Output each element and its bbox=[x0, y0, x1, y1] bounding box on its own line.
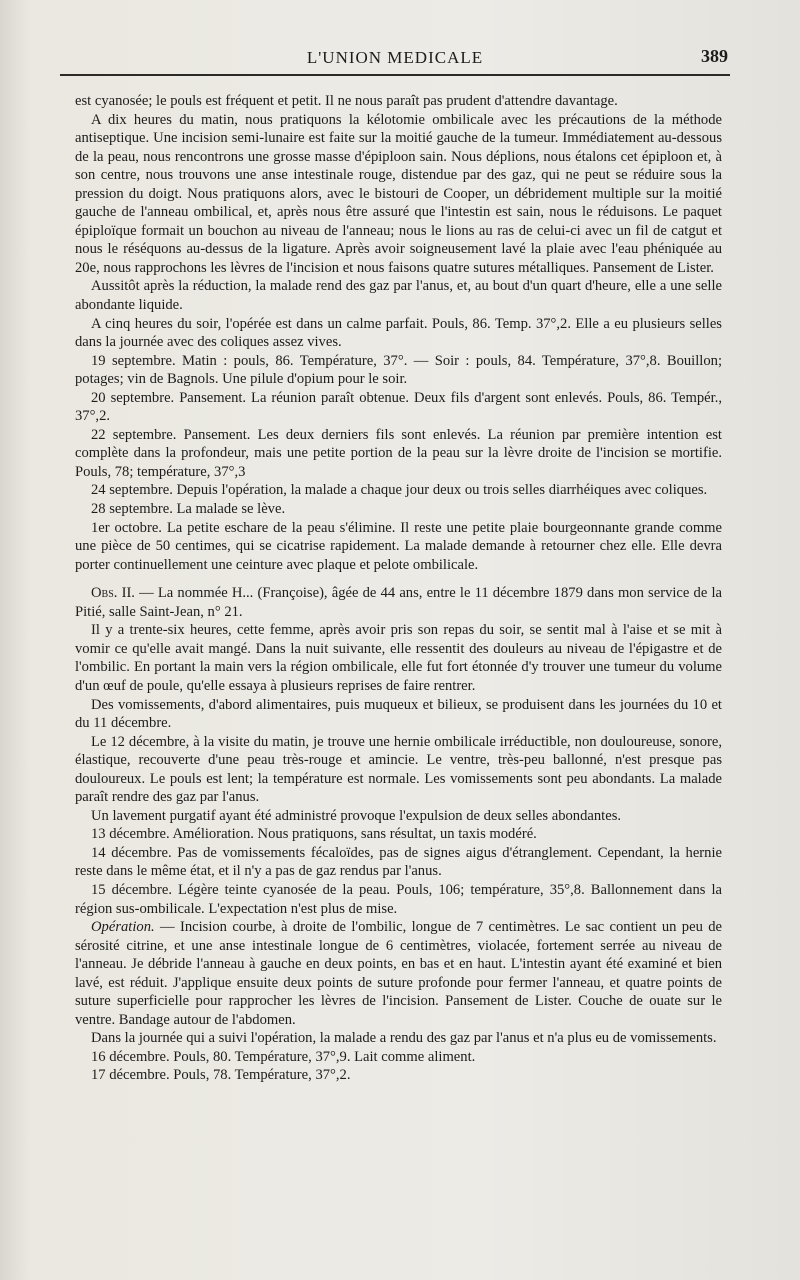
paragraph: Dans la journée qui a suivi l'opération, la malade a rendu des gaz par l'anus et n'a plus eu de vomissements. bbox=[91, 1030, 717, 1047]
paragraph: 28 septembre. La malade se lève. bbox=[91, 501, 286, 518]
paragraph: 24 septembre. Depuis l'opération, la malade a chaque jour deux ou trois selles diarrhéiques avec coliques. bbox=[91, 482, 708, 499]
paragraph: est cyanosée; le pouls est fréquent et petit. Il ne nous paraît pas prudent d'attendre davantage. bbox=[75, 93, 618, 109]
paragraph: 20 septembre. Pansement. La réunion paraît obtenue. Deux fils d'argent sont enlevés. Pouls, 86. Tempér., 37°,2. bbox=[75, 389, 722, 425]
operation-label: Opération. bbox=[91, 919, 155, 936]
page-body bbox=[75, 92, 722, 1085]
observation-label: Obs. II. bbox=[91, 585, 135, 602]
paragraph: 19 septembre. Matin : pouls, 86. Température, 37°. — Soir : pouls, 84. Température, 37°,8. Bouillon; potages; vin de Bagnols. Une pilule d'opium pour le soir. bbox=[75, 352, 722, 388]
operation-paragraph bbox=[75, 918, 722, 1029]
running-title: L'UNION MEDICALE bbox=[306, 48, 484, 67]
page-number: 389 bbox=[701, 46, 728, 66]
paragraph: A dix heures du matin, nous pratiquons la kélotomie ombilicale avec les précautions de la méthode antiseptique. Une incision semi-lunaire est faite sur la moitié gauche de la tumeur. Immédiatement au-dessous de la peau, nous rencontrons une grosse masse d'épiploon sain. Nous déplions, nous étalons cet épiploon et, à son centre, nous trouvons une anse intestinale rouge, distendue par des gaz, qui ne peut se réduire sous la pression du doigt. Nous pratiquons alors, avec le bistouri de Cooper, un débridement multiple sur la moitié gauche de l'anneau ombilical, et, après nous être assuré que l'intestin est sain, nous le réduisons. Le paquet épiploïque formait un bouchon au niveau de l'anneau; nous le lions au ras de celui-ci avec un fil de catgut et nous le réséquons au-dessus de la ligature. Après avoir soigneusement lavé la plaie avec l'eau phéniquée au 20e, nous rapprochons les lèvres de l'incision et nous faisons quatre sutures métalliques. Pansement de Lister. bbox=[75, 111, 722, 276]
paragraph: A cinq heures du soir, l'opérée est dans un calme parfait. Pouls, 86. Temp. 37°,2. Elle a eu plusieurs selles dans la journée avec des coliques assez vives. bbox=[75, 315, 722, 351]
paragraph: 17 décembre. Pouls, 78. Température, 37°,2. bbox=[91, 1067, 351, 1084]
paragraph: 14 décembre. Pas de vomissements fécaloïdes, pas de signes aigus d'étranglement. Cependant, la hernie reste dans le même état, et il n'y a pas de gaz rendus par l'anus. bbox=[75, 844, 722, 880]
paragraph: 1er octobre. La petite eschare de la peau s'élimine. Il reste une petite plaie bourgeonnante grande comme une pièce de 50 centimes, qui se cicatrise rapidement. La malade demande à retourner chez elle. Elle devra porter continuellement une ceinture avec plaque et pelote ombilicale. bbox=[75, 519, 722, 573]
paragraph: Un lavement purgatif ayant été administré provoque l'expulsion de deux selles abondantes. bbox=[91, 807, 622, 824]
observation-paragraph bbox=[75, 584, 722, 621]
paragraph: 13 décembre. Amélioration. Nous pratiquons, sans résultat, un taxis modéré. bbox=[91, 826, 537, 843]
page-header bbox=[60, 44, 730, 76]
paragraph: Le 12 décembre, à la visite du matin, je trouve une hernie ombilicale irréductible, non douloureuse, sonore, élastique, recouverte d'une peau très-rouge et amincie. Le ventre, très-peu ballonné, n'est presque pas douloureux. Le pouls est lent; la température est normale. Les vomissements sont peu abondants. La malade paraît rendre des gaz par l'anus. bbox=[75, 733, 722, 806]
observation-intro: — La nommée H... (Françoise), âgée de 44 ans, entre le 11 décembre 1879 dans mon service de la Pitié, salle Saint-Jean, n° 21. bbox=[75, 585, 722, 620]
paragraph: 16 décembre. Pouls, 80. Température, 37°,9. Lait comme aliment. bbox=[91, 1048, 476, 1065]
paragraph: Aussitôt après la réduction, la malade rend des gaz par l'anus, et, au bout d'un quart d'heure, elle a une selle abondante liquide. bbox=[75, 278, 722, 314]
paragraph: Il y a trente-six heures, cette femme, après avoir pris son repas du soir, se sentit mal à l'aise et se mit à vomir ce qu'elle avait mangé. Dans la nuit suivante, elle ressentit des douleurs au niveau de l'épigastre et de l'ombilic. En portant la main vers la région ombilicale, elle fut fort étonnée d'y trouver une tumeur du volume d'un œuf de poule, qu'elle essaya à plusieurs reprises de faire rentrer. bbox=[75, 622, 722, 694]
operation-text: — Incision courbe, à droite de l'ombilic, longue de 7 centimètres. Le sac contient un peu de sérosité citrine, et une anse intestinale longue de 6 centimètres, violacée, fortement serrée au niveau de l'anneau. Je débride l'anneau à gauche en deux points, en bas et en haut. L'intestin ayant été examiné et bien lavé, est réduit. J'applique ensuite deux points de suture profonde pour fermer l'anneau, et quatre points de suture superficielle pour rapprocher les lèvres de l'incision. Pansement de Lister. Couche de ouate sur le ventre. Bandage autour de l'abdomen. bbox=[75, 919, 722, 1028]
paragraph: 22 septembre. Pansement. Les deux derniers fils sont enlevés. La réunion par première intention est complète dans la profondeur, mais une petite portion de la peau sur la lèvre droite de l'incision se mortifie. Pouls, 78; température, 37°,3 bbox=[75, 426, 722, 480]
paragraph: 15 décembre. Légère teinte cyanosée de la peau. Pouls, 106; température, 35°,8. Ballonnement dans la région sus-ombilicale. L'expectation n'est plus de mise. bbox=[75, 881, 722, 917]
paragraph: Des vomissements, d'abord alimentaires, puis muqueux et bilieux, se produisent dans les journées du 10 et du 11 décembre. bbox=[75, 696, 722, 732]
